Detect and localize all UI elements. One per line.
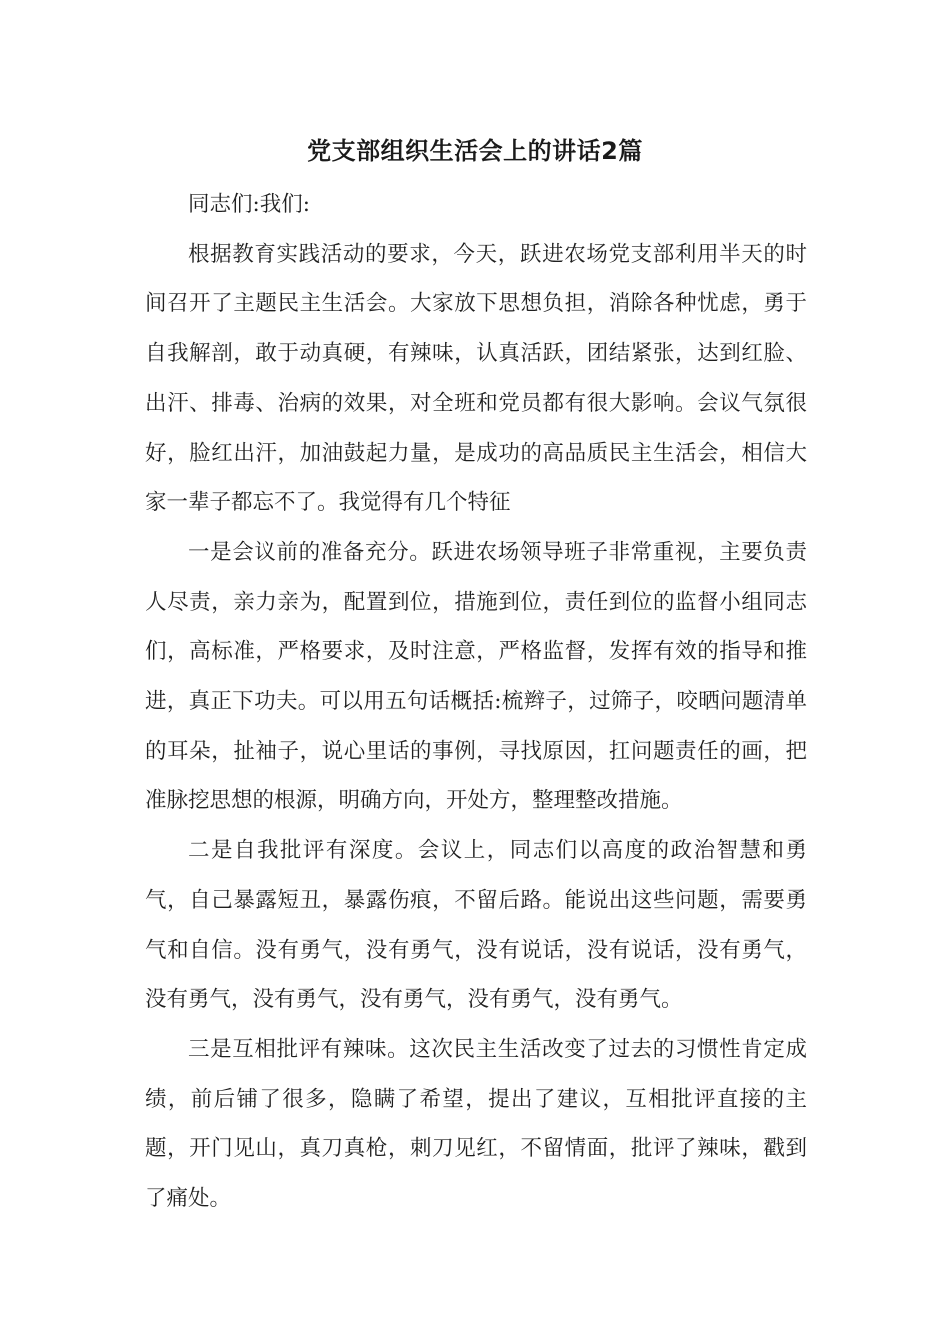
document-title: 党支部组织生活会上的讲话2篇 — [307, 137, 643, 165]
paragraph-point-three: 三是互相批评有辣味。这次民主生活改变了过去的习惯性肯定成绩，前后铺了很多，隐瞒了希望，提出了建议，互相批评直接的主题，开门见山，真刀真枪，刺刀见红，不留情面，批评了辣味，戳到了痛处。 — [145, 1036, 807, 1212]
paragraph-point-two: 二是自我批评有深度。会议上，同志们以高度的政治智慧和勇气，自己暴露短丑，暴露伤痕，不留后路。能说出这些问题，需要勇气和自信。没有勇气，没有勇气，没有说话，没有说话，没有勇气，没有勇气，没有勇气，没有勇气，没有勇气，没有勇气。 — [145, 838, 807, 1013]
document-body — [145, 180, 807, 1224]
paragraph-greeting: 同志们:我们: — [188, 192, 310, 217]
paragraph-point-one: 一是会议前的准备充分。跃进农场领导班子非常重视，主要负责人尽责，亲力亲为，配置到位，措施到位，责任到位的监督小组同志们，高标准，严格要求，及时注意，严格监督，发挥有效的指导和推进，真正下功夫。可以用五句话概括:梳辫子，过筛子，咬晒问题清单的耳朵，扯袖子，说心里话的事例，寻找原因，扛问题责任的画，把准脉挖思想的根源，明确方向，开处方，整理整改措施。 — [145, 539, 807, 814]
paragraph-intro: 根据教育实践活动的要求，今天，跃进农场党支部利用半天的时间召开了主题民主生活会。大家放下思想负担，消除各种忧虑，勇于自我解剖，敢于动真硬，有辣味，认真活跃，团结紧张，达到红脸、出汗、排毒、治病的效果，对全班和党员都有很大影响。会议气氛很好，脸红出汗，加油鼓起力量，是成功的高品质民主生活会，相信大家一辈子都忘不了。我觉得有几个特征 — [145, 241, 807, 516]
